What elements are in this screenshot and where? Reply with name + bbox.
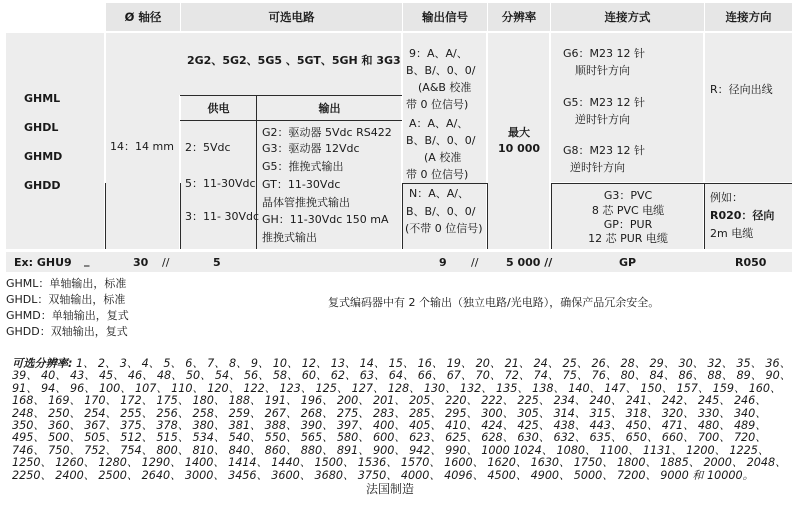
model-ghmd: GHMD — [24, 150, 63, 163]
direction-example-cable: 2m 电缆 — [710, 227, 754, 240]
legend-ghmd: GHMD：单轴输出，复式 — [6, 309, 129, 322]
shaft-value: 14：14 mm — [110, 140, 174, 153]
legend-ghdd: GHDD：双轴输出，复式 — [6, 325, 128, 338]
power-header: 供电 — [207, 102, 230, 115]
output-g2: G2：驱动器 5Vdc RS422 — [262, 126, 392, 139]
resolution-list — [12, 358, 794, 482]
legend-ghml: GHML：单轴输出，标准 — [6, 277, 127, 290]
header-direction: 连接方向 — [705, 3, 792, 31]
example-sep1: // — [162, 256, 170, 269]
power-5: 5：11-30Vdc — [185, 177, 256, 190]
signal-n-line3: (不带 0 位信号) — [405, 222, 483, 235]
header-signal: 输出信号 — [403, 3, 487, 31]
signal-a-line1: A：A、A/、 — [409, 117, 469, 130]
signal-9-line3: (A&B 校准 — [418, 81, 472, 94]
model-ghml: GHML — [24, 92, 61, 105]
output-g3: G3：驱动器 12Vdc — [262, 142, 360, 155]
connection-g5: G5：M23 12 针 — [563, 96, 646, 109]
direction-example: 例如： — [710, 191, 743, 204]
power-2: 2：5Vdc — [185, 141, 231, 154]
connection-g6: G6：M23 12 针 — [563, 47, 646, 60]
output-g5: G5：推挽式输出 — [262, 160, 344, 173]
cable-g3-desc: 8 芯 PVC 电缆 — [591, 204, 665, 217]
signal-a-line4: 带 0 位信号) — [406, 168, 469, 181]
output-gt-desc: 晶体管推挽式输出 — [262, 196, 350, 209]
output-gt: GT：11-30Vdc — [262, 178, 341, 191]
example-connection: GP — [619, 256, 637, 269]
example-bar — [6, 252, 792, 272]
cable-g3: G3：PVC — [603, 189, 653, 202]
example-direction: R050 — [735, 256, 767, 269]
signal-n-line2: B、B/、0、0/ — [406, 205, 476, 218]
example-shaft: 30 — [133, 256, 149, 269]
resolution-max: 最大 — [508, 126, 530, 139]
header-resolution: 分辨率 — [488, 3, 550, 31]
power-3: 3：11- 30Vdc — [185, 210, 260, 223]
legend-ghdl: GHDL：双轴输出，标准 — [6, 293, 126, 306]
model-ghdl: GHDL — [24, 121, 59, 134]
direction-example-code: R020：径向 — [710, 209, 775, 222]
resolution-list-values: 1、 2、 3、 4、 5、 6、 7、 8、 9、 10、 12、 13、 14、 15、 16、 19、 20、 21、 24、 25、 26、 28、 29、 30、 32、 35、 36、 39、 40、 43、 45、 46、 48、 50、 54、 56、 58、 60、 62、 63、 64、 66、 67、 70、 72、 74、 75、 76、 80、 84、 86、 88、 89、 90、 91、 94、 96、 100、 107、 110、 120、 122、 123、 125、 127、 128、 130、 132、 135、 138、 140、 147、 150、 157、 159、 160、 168、 169、 170、 172、 175、 180、 188、 191、 196、 200、 201、 205、 220、 222、 225、 234、 240、 241、 242、 245、 246、 248、 250、 254、 255、 256、 258、 259、 267、 268、 275、 283、 285、 295、 300、 305、 314、 315、 318、 320、 330、 340、 350、 360、 367、 375、 378、 380、 381、 388、 390、 397、 400、 405、 410、 424、 425、 438、 443、 450、 471、 480、 489、 495、 500、 505、 512、 515、 534、 540、 550、 565、 580、 600、 623、 625、 628、 630、 632、 635、 650、 660、 700、 720、 746、 750、 752、 754、 800、 810、 840、 860、 880、 891、 900、 942、 990、 1000 1024、 1080、 1100、 1131、 1200、 1225、 1250、 1260、 1280、 1290、 1400、 1414、 1440、 1500、 1536、 1570、 1600、 1620、 1630、 1750、 1800、 1885、 2000、 2048、 2250、 2400、 2500、 2640、 3000、 3456、 3600、 3680、 3750、 4000、 4096、 4500、 4900、 5000、 7200、 9000 和 10000。 — [12, 357, 791, 482]
cable-gp: GP：PUR — [603, 218, 653, 231]
output-header: 输出 — [318, 102, 341, 115]
output-gh-desc: 推挽式输出 — [262, 231, 317, 244]
signal-9-line2: B、B/、0、0/ — [406, 64, 476, 77]
made-in-france: 法国制造 — [366, 482, 415, 496]
signal-a-line2: B、B/、0、0/ — [406, 134, 476, 147]
model-ghdd: GHDD — [24, 179, 61, 192]
example-resolution: 5 000 // — [506, 256, 553, 269]
cable-gp-desc: 12 芯 PUR 电缆 — [588, 232, 668, 245]
resolution-list-label: 可选分辨率: — [12, 357, 73, 370]
header-shaft: Ø 轴径 — [106, 3, 180, 31]
resolution-value: 10 000 — [497, 142, 541, 155]
connection-g8: G8：M23 12 针 — [563, 144, 646, 157]
example-dash: _ — [84, 254, 90, 267]
example-sep2: // — [471, 256, 479, 269]
dual-output-note: 复式编码器中有 2 个输出（独立电路/光电路），确保产品冗余安全。 — [328, 296, 660, 309]
output-gh: GH：11-30Vdc 150 mA — [262, 213, 389, 226]
signal-a-line3: (A 校准 — [424, 151, 462, 164]
example-signal: 9 — [439, 256, 447, 269]
connection-g6-dir: 顺时针方向 — [575, 64, 630, 77]
example-circuit: 5 — [213, 256, 221, 269]
header-circuit: 可选电路 — [181, 3, 402, 31]
connection-g5-dir: 逆时针方向 — [575, 113, 630, 126]
signal-n-line1: N：A、A/、 — [409, 187, 469, 200]
signal-9-line4: 带 0 位信号) — [406, 98, 469, 111]
circuit-title: 2G2、5G2、5G5 、5GT、5GH 和 3G3 — [187, 54, 401, 67]
direction-radial: R：径向出线 — [710, 83, 773, 96]
header-connection: 连接方式 — [551, 3, 704, 31]
example-prefix: Ex: GHU9 — [14, 256, 72, 269]
signal-9-line1: 9：A、A/、 — [409, 47, 468, 60]
connection-g8-dir: 逆时针方向 — [570, 161, 625, 174]
